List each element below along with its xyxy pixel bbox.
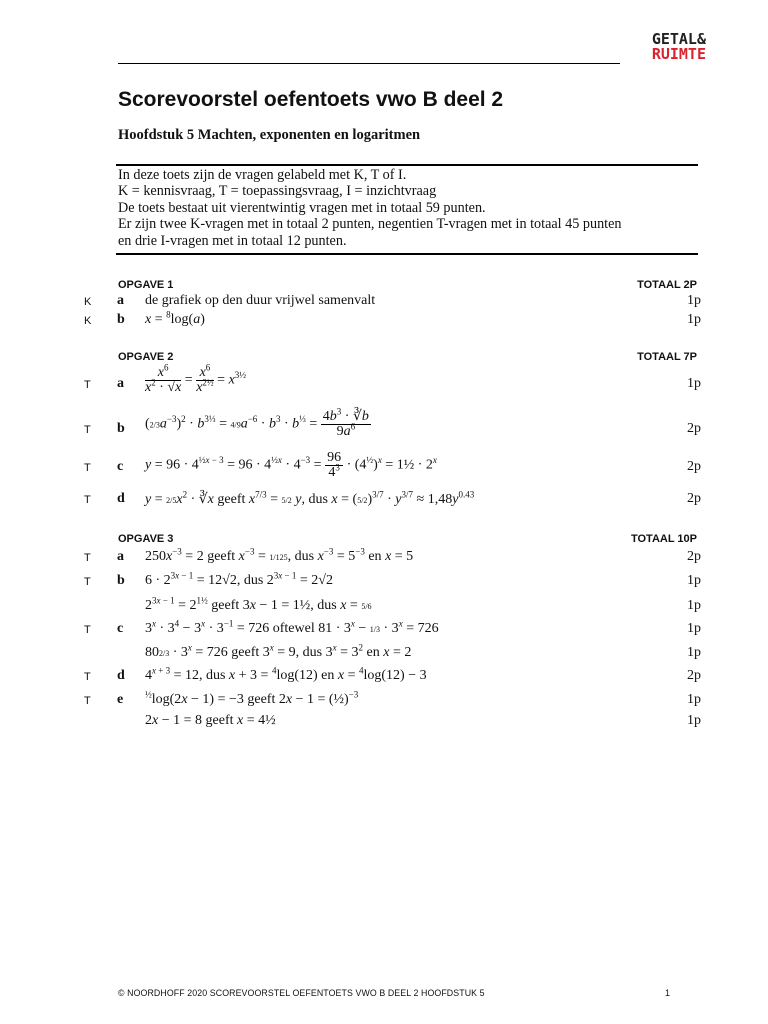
logo-line-1: GETAL& <box>651 30 706 48</box>
intro-line: Er zijn twee K-vragen met in totaal 2 punten, negentien T-vragen met in totaal 45 punten <box>118 216 622 233</box>
question-letter: c <box>117 621 124 636</box>
answer-formula: $250x^{-3} = 2$ geeft $x^{-3} = 1/125$, dus $x^{-3} = 5^{-3}$ en x = 5 <box>145 546 414 564</box>
points: 1p <box>687 573 701 588</box>
question-type: K <box>84 315 92 327</box>
answer-row <box>0 713 768 733</box>
answer-row <box>0 570 768 593</box>
points: 2p <box>687 421 701 436</box>
answer-row <box>0 665 768 688</box>
points: 1p <box>687 713 701 728</box>
question-letter: b <box>117 421 125 436</box>
answer-row <box>0 293 768 313</box>
question-letter: e <box>117 692 124 707</box>
answer-formula: $802/3 \cdot 3^x = 726$ geeft $3^x = 9$, dus $3^x = 3^2$ en x = 2 <box>145 642 412 660</box>
answer-row <box>0 642 768 665</box>
answer-row <box>0 618 768 641</box>
answer-row <box>0 362 768 396</box>
question-type: T <box>84 494 91 506</box>
intro-box <box>118 167 622 249</box>
question-letter: c <box>117 459 124 474</box>
header-rule <box>118 63 620 64</box>
question-type: T <box>84 552 91 564</box>
question-letter: d <box>117 491 125 506</box>
page-subtitle: Hoofdstuk 5 Machten, exponenten en logaritmen <box>118 127 421 143</box>
question-letter: b <box>117 312 125 327</box>
question-type: T <box>84 624 91 636</box>
opgave-total: TOTAAL 7P <box>637 351 697 363</box>
answer-formula: $3^x \cdot 3^4 - 3^x \cdot 3^{-1} = 726$ oftewel $81 \cdot 3^x - 1/3 \cdot 3^x = 726$ <box>145 618 439 636</box>
points: 1p <box>687 598 701 613</box>
intro-line: De toets bestaat uit vierentwintig vragen met in totaal 59 punten. <box>118 199 486 216</box>
answer-formula: $y = 2/5x^2$ · ∛x geeft $x^{7/3} = 5/2$ y, dus $x = (5/2)^{3/7} \cdot y^{3/7} \approx 1,48y^{0.43}$ <box>145 489 475 507</box>
points: 1p <box>687 621 701 636</box>
answer-formula: $4^{x + 3} = 12$, dus x + 3 = $^4$log(12) en x = $^4$log(12) − 3 <box>145 665 427 683</box>
intro-bottom-rule <box>116 253 698 255</box>
question-type: T <box>84 424 91 436</box>
opgave-heading: OPGAVE 1 <box>118 279 174 291</box>
points: 2p <box>687 459 701 474</box>
answer-formula: 2x − 1 = 8 geeft x = 4½ <box>145 713 276 728</box>
answer-formula: x = $^8$log(a) <box>145 309 205 327</box>
logo <box>652 32 706 62</box>
intro-line: en drie I-vragen met in totaal 12 punten. <box>118 232 347 249</box>
answer-text: de grafiek op den duur vrijwel samenvalt <box>145 293 376 308</box>
page-title: Scorevoorstel oefentoets vwo B deel 2 <box>118 88 504 111</box>
points: 1p <box>687 293 701 308</box>
points: 2p <box>687 491 701 506</box>
answer-formula: $^{\frac{1}{2}}$log(2x − 1) = −3 geeft 2x − 1 = (½)$^{-3}$ <box>145 689 359 707</box>
question-letter: a <box>117 293 124 308</box>
intro-line: K = kennisvraag, T = toepassingsvraag, I = inzichtvraag <box>118 183 437 200</box>
footer-text: © NOORDHOFF 2020 SCOREVOORSTEL OEFENTOETS VWO B DEEL 2 HOOFDSTUK 5 <box>118 988 485 998</box>
intro-line: In deze toets zijn de vragen gelabeld met K, T of I. <box>118 167 407 183</box>
answer-formula: $y = 96 \cdot 4^{\frac{1}{2}x - 3} = 96 \cdot 4^{\frac{1}{2}x} \cdot 4^{-3}$ = $\frac{96}{4^3}$ · $(4^{\frac{1}{2}})^x$ = 1½ · $2^x$ <box>145 450 437 480</box>
intro-top-rule <box>116 164 698 166</box>
points: 1p <box>687 312 701 327</box>
logo-line-2: RUIMTE <box>651 45 706 63</box>
opgave-heading: OPGAVE 3 <box>118 533 174 545</box>
points: 2p <box>687 668 701 683</box>
page-number: 1 <box>664 988 670 998</box>
points: 1p <box>687 692 701 707</box>
question-type: T <box>84 695 91 707</box>
question-type: T <box>84 576 91 588</box>
opgave-total: TOTAAL 10P <box>630 533 697 545</box>
points: 2p <box>687 549 701 564</box>
question-type: K <box>84 296 92 308</box>
opgave-heading: OPGAVE 2 <box>118 351 174 363</box>
answer-row <box>0 491 768 511</box>
answer-row <box>0 689 768 712</box>
question-letter: d <box>117 668 125 683</box>
question-letter: a <box>117 549 124 564</box>
question-type: T <box>84 671 91 683</box>
answer-row <box>0 309 768 332</box>
question-type: T <box>84 379 91 391</box>
points: 1p <box>687 376 701 391</box>
answer-row <box>0 546 768 569</box>
answer-formula: $(2/3a^{-3})^2 \cdot b^{3\frac{1}{3}} = 4/9a^{-6} \cdot b^3 \cdot b^{\frac{1}{3}}$ = $\frac{4b^3 \cdot ∛b}{9a^6}$ <box>145 406 369 439</box>
answer-formula: $\frac{x^6}{x^2 \cdot √x}$ = $\frac{x^6}{x^{2\frac{1}{2}}}$ = $x^{3\frac{1}{2}}$ <box>145 362 247 395</box>
answer-formula: $2^{3x - 1} = 2^{1\frac{1}{2}}$ geeft 3x − 1 = 1½, dus x = 5/6 <box>145 595 372 613</box>
answer-row <box>0 595 768 618</box>
question-type: T <box>84 462 91 474</box>
question-letter: a <box>117 376 124 391</box>
answer-row <box>0 450 768 480</box>
opgave-total: TOTAAL 2P <box>637 279 697 291</box>
answer-row <box>0 406 768 441</box>
points: 1p <box>687 645 701 660</box>
answer-formula: $6 \cdot 2^{3x - 1} = 12√2$, dus $2^{3x - 1} = 2√2$ <box>145 570 333 588</box>
approx-value: 1,48 <box>427 492 453 507</box>
question-letter: b <box>117 573 125 588</box>
